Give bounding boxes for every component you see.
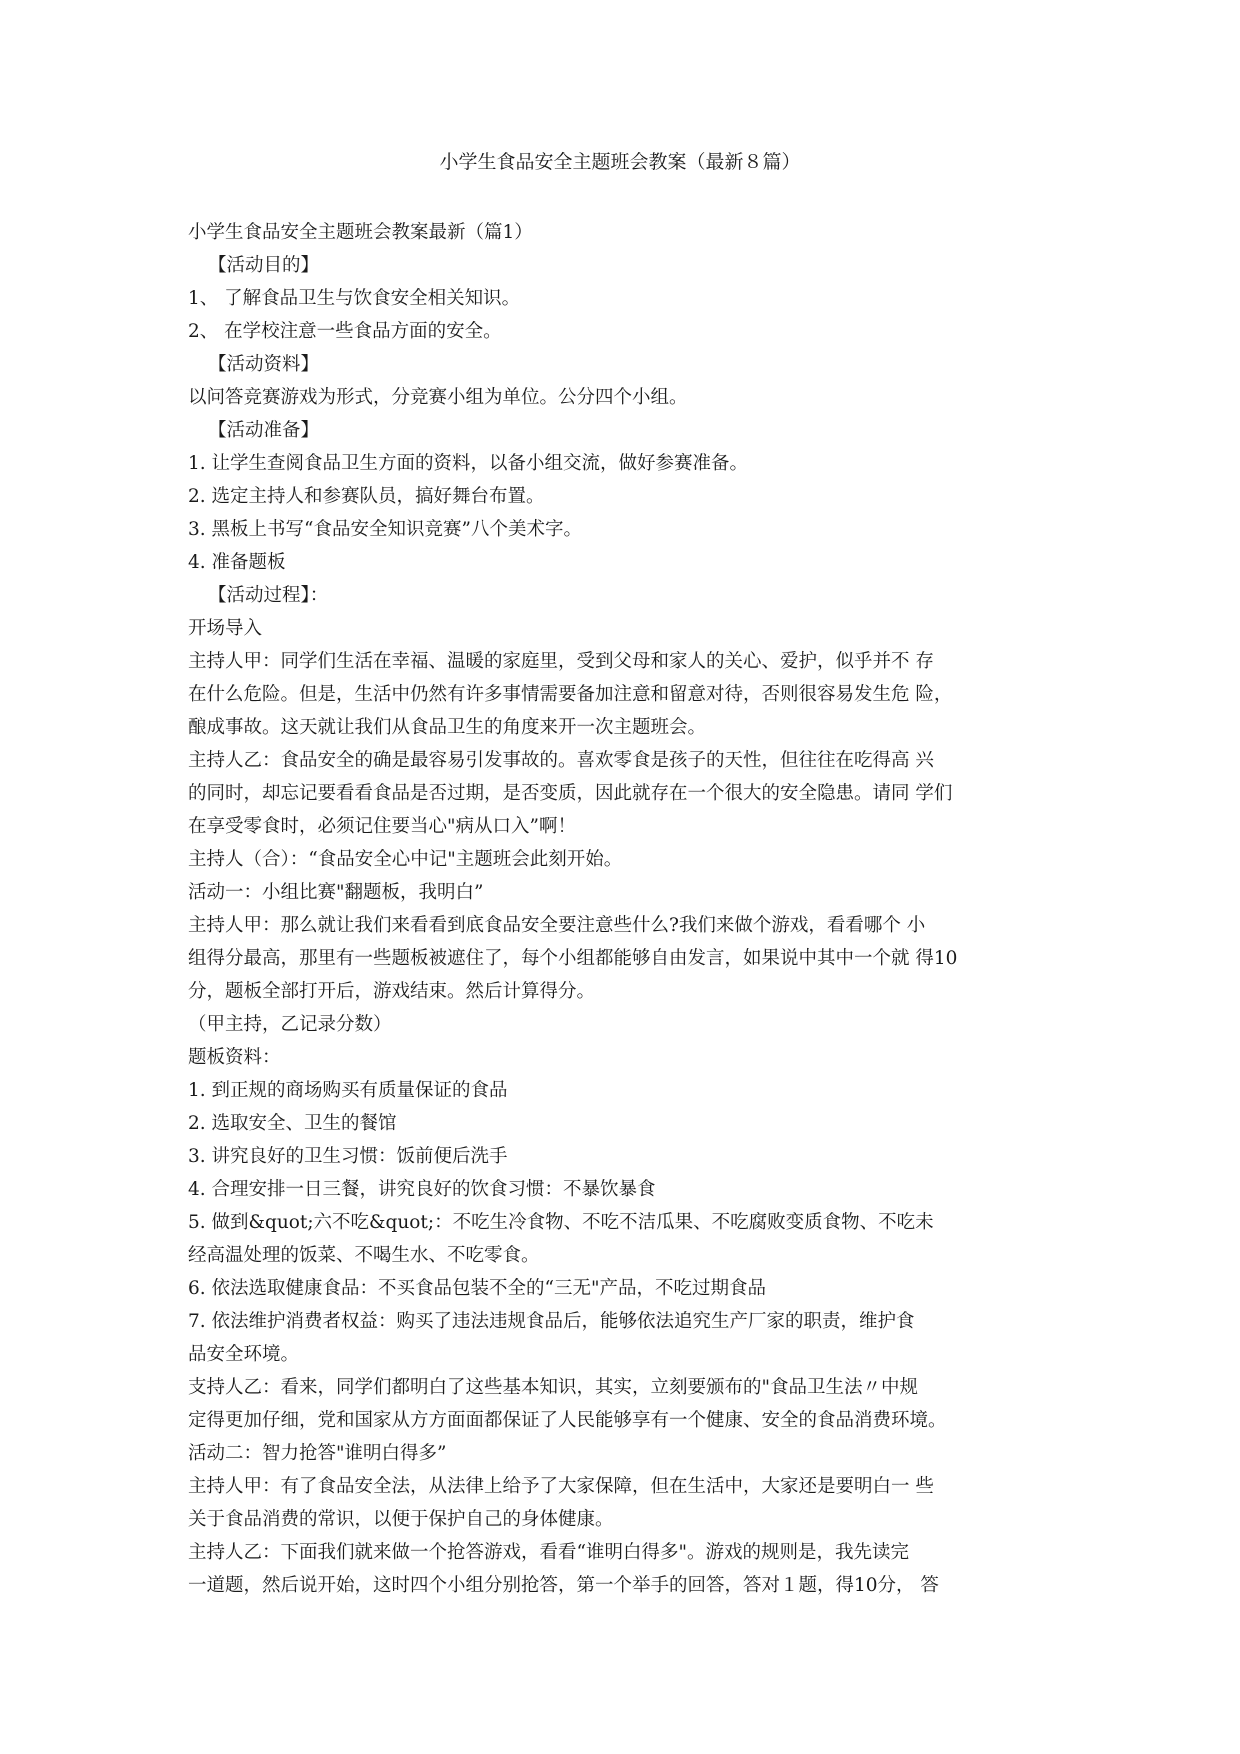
list-item: 4. 准备题板	[188, 552, 286, 573]
paragraph-line: 分，题板全部打开后，游戏结束。然后计算得分。	[188, 981, 596, 1002]
list-item: 1. 让学生查阅食品卫生方面的资料，以备小组交流，做好参赛准备。	[188, 453, 749, 474]
list-item: 6. 依法选取健康食品：不买食品包装不全的“三无"产品，不吃过期食品	[188, 1278, 767, 1299]
list-item: 3. 黑板上书写“食品安全知识竞赛”八个美术字。	[188, 519, 582, 540]
paragraph-line: （甲主持，乙记录分数）	[188, 1014, 392, 1035]
paragraph-line: 主持人（合）：“食品安全心中记"主题班会此刻开始。	[188, 849, 623, 870]
paragraph-line: 主持人甲：同学们生活在幸福、温暖的家庭里，受到父母和家人的关心、爱护，似乎并不 存	[188, 651, 934, 672]
paragraph-line: 一道题，然后说开始，这时四个小组分别抢答，第一个举手的回答，答对１题，得10分， 答	[188, 1575, 939, 1596]
paragraph-line: 经高温处理的饭菜、不喝生水、不吃零食。	[188, 1245, 540, 1266]
subheading-process: 【活动过程】：	[208, 585, 329, 606]
list-item: 3. 讲究良好的卫生习惯：饭前便后洗手	[188, 1146, 508, 1167]
document-body	[188, 216, 1058, 1602]
paragraph-line: 活动二：智力抢答"谁明白得多”	[188, 1443, 447, 1464]
paragraph-line: 关于食品消费的常识，以便于保护自己的身体健康。	[188, 1509, 614, 1530]
paragraph-line: 酿成事故。这天就让我们从食品卫生的角度来开一次主题班会。	[188, 717, 707, 738]
paragraph-line: 主持人乙：下面我们就来做一个抢答游戏，看看“谁明白得多"。游戏的规则是，我先读完	[188, 1542, 909, 1563]
list-item: 1、 了解食品卫生与饮食安全相关知识。	[188, 288, 521, 309]
subheading-preparation: 【活动准备】	[208, 420, 320, 441]
paragraph-line: 支持人乙：看来，同学们都明白了这些基本知识，其实，立刻要颁布的"食品卫生法〃中规	[188, 1377, 919, 1398]
list-item: 2. 选取安全、卫生的餐馆	[188, 1113, 397, 1134]
paragraph-line: 主持人甲：那么就让我们来看看到底食品安全要注意些什么?我们来做个游戏，看看哪个 小	[188, 915, 926, 936]
section-heading: 小学生食品安全主题班会教案最新（篇1）	[188, 222, 533, 243]
paragraph-line: 品安全环境。	[188, 1344, 300, 1365]
list-item: 5. 做到&quot;六不吃&quot;：不吃生冷食物、不吃不洁瓜果、不吃腐败变质食物、不吃未	[188, 1212, 934, 1233]
paragraph-line: 题板资料：	[188, 1047, 281, 1068]
subheading-materials: 【活动资料】	[208, 354, 320, 375]
paragraph-line: 主持人甲：有了食品安全法，从法律上给予了大家保障，但在生活中，大家还是要明白一 些	[188, 1476, 934, 1497]
paragraph-line: 主持人乙：食品安全的确是最容易引发事故的。喜欢零食是孩子的天性，但往往在吃得高 兴	[188, 750, 934, 771]
paragraph-line: 组得分最高，那里有一些题板被遮住了，每个小组都能够自由发言，如果说中其中一个就 得10	[188, 948, 958, 969]
paragraph-line: 在享受零食时，必须记住要当心"病从口入”啊！	[188, 816, 576, 837]
paragraph-line: 定得更加仔细，党和国家从方方面面都保证了人民能够享有一个健康、安全的食品消费环境。	[188, 1410, 947, 1431]
paragraph-line: 在什么危险。但是，生活中仍然有许多事情需要备加注意和留意对待，否则很容易发生危 险，	[188, 684, 953, 705]
paragraph-line: 开场导入	[188, 618, 263, 639]
subheading-purpose: 【活动目的】	[208, 255, 320, 276]
list-item: 2. 选定主持人和参赛队员，搞好舞台布置。	[188, 486, 545, 507]
list-item: 7. 依法维护消费者权益：购买了违法违规食品后，能够依法追究生产厂家的职责，维护食	[188, 1311, 915, 1332]
list-item: 1. 到正规的商场购买有质量保证的食品	[188, 1080, 508, 1101]
list-item: 2、 在学校注意一些食品方面的安全。	[188, 321, 502, 342]
paragraph-line: 活动一：小组比赛"翻题板，我明白”	[188, 882, 484, 903]
paragraph-line: 的同时，却忘记要看看食品是否过期，是否变质，因此就存在一个很大的安全隐患。请同 学们	[188, 783, 953, 804]
list-item: 4. 合理安排一日三餐，讲究良好的饮食习惯：不暴饮暴食	[188, 1179, 656, 1200]
paragraph-line: 以问答竞赛游戏为形式，分竞赛小组为单位。公分四个小组。	[188, 387, 688, 408]
document-title: 小学生食品安全主题班会教案（最新８篇）	[439, 151, 801, 173]
